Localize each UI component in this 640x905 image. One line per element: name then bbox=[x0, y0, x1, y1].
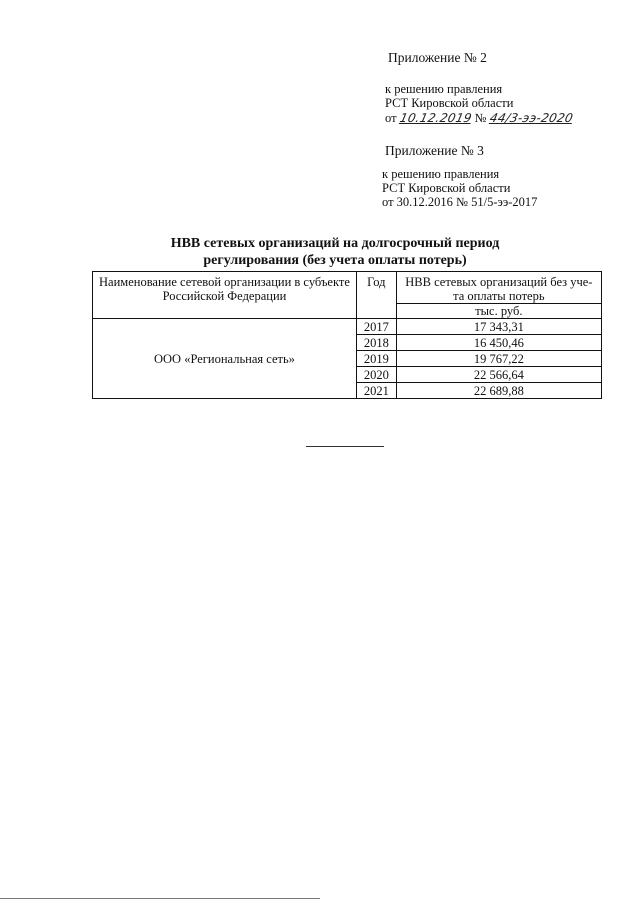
appendix2-title: Приложение № 2 bbox=[388, 50, 487, 65]
value-cell: 19 767,22 bbox=[396, 351, 601, 367]
document-title-line1: НВВ сетевых организаций на долгосрочный период bbox=[170, 236, 500, 251]
value-cell: 17 343,31 bbox=[396, 319, 601, 335]
year-cell: 2020 bbox=[356, 367, 396, 383]
header-year: Год bbox=[356, 272, 396, 319]
organization-name: ООО «Региональная сеть» bbox=[93, 319, 357, 399]
appendix3-line3: от 30.12.2016 № 51/5-ээ-2017 bbox=[382, 195, 538, 209]
document-title-line2: регулирования (без учета оплаты потерь) bbox=[203, 253, 467, 268]
appendix2-line2: РСТ Кировской области bbox=[385, 96, 514, 110]
value-cell: 22 566,64 bbox=[396, 367, 601, 383]
header-nvv: НВВ сетевых организаций без уче-та оплаты потерь bbox=[396, 272, 601, 304]
header-org-name: Наименование сетевой организации в субъекте Российской Федерации bbox=[93, 272, 357, 319]
closing-divider-line bbox=[306, 446, 384, 447]
appendix2-line1: к решению правления bbox=[385, 82, 503, 96]
value-cell: 16 450,46 bbox=[396, 335, 601, 351]
appendix2-handwritten-date: 10.12.2019 bbox=[398, 111, 473, 125]
year-cell: 2019 bbox=[356, 351, 396, 367]
table-header-row bbox=[93, 272, 602, 304]
nvv-table bbox=[92, 271, 602, 399]
appendix3-line1: к решению правления bbox=[382, 167, 500, 181]
scan-edge-line bbox=[0, 898, 320, 899]
year-cell: 2017 bbox=[356, 319, 396, 335]
appendix2-handwritten-number: 44/3-ээ-2020 bbox=[488, 111, 575, 125]
header-unit: тыс. руб. bbox=[396, 304, 601, 319]
table-row bbox=[93, 319, 602, 335]
appendix2-date-line bbox=[385, 111, 573, 125]
appendix2-date-prefix: от bbox=[385, 111, 397, 125]
year-cell: 2021 bbox=[356, 383, 396, 399]
appendix2-number-sign: № bbox=[474, 111, 487, 125]
year-cell: 2018 bbox=[356, 335, 396, 351]
value-cell: 22 689,88 bbox=[396, 383, 601, 399]
appendix3-line2: РСТ Кировской области bbox=[382, 181, 511, 195]
appendix3-title: Приложение № 3 bbox=[385, 143, 484, 158]
